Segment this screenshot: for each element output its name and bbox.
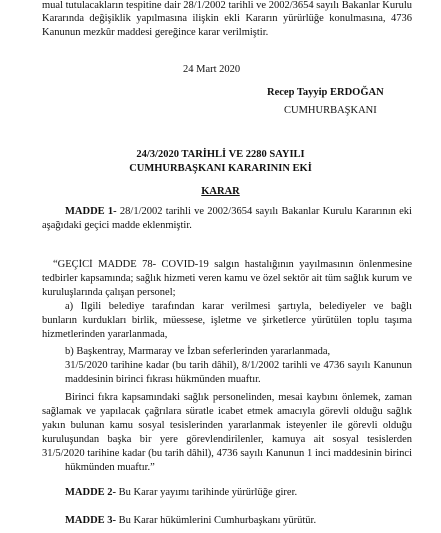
preamble-line: Kararında değişiklik yapılmasına ilişkin ekli Kararın yürürlüğe konulmasına, 4736 bbox=[42, 13, 412, 24]
signatory-title: CUMHURBAŞKANI bbox=[284, 105, 377, 116]
temporary-article-line: yakın bulunan kamu sosyal tesislerinden yararlanmak isteyenler ile görevli olduğu bbox=[42, 420, 412, 431]
article3-text: Bu Karar hükümlerini Cumhurbaşkanı yürütür. bbox=[116, 515, 317, 526]
decree-date: 24 Mart 2020 bbox=[183, 64, 241, 75]
temporary-article-line: sağlamak ve yapılacak çağrılara süratle icabet etmek amacıyla görevli olduğu sağlık bbox=[42, 406, 412, 417]
article1-label: MADDE 1- bbox=[65, 206, 117, 217]
article1-first-line bbox=[65, 206, 412, 218]
temporary-article-line: b) Başkentray, Marmaray ve İzban seferlerinden yararlanmada, bbox=[65, 346, 331, 357]
temporary-article-line: tedbirler kapsamında; sağlık hizmeti veren kamu ve özel sektör ait tüm sağlık kurum ve bbox=[42, 273, 412, 284]
signatory-given-names: Recep Tayyip bbox=[267, 87, 331, 98]
temporary-article-line: 31/5/2020 tarihine kadar (bu tarih dâhil), 4736 sayılı Kanunun 1 inci maddesinin birinci bbox=[42, 448, 412, 459]
article3 bbox=[65, 515, 316, 527]
decision-title-line: 24/3/2020 TARİHLİ VE 2280 SAYILI bbox=[136, 149, 305, 160]
signatory-surname: ERDOĞAN bbox=[330, 87, 384, 98]
karar-heading: KARAR bbox=[201, 186, 240, 197]
temporary-article-line: bunların kurdukları birlik, müessese, işletme ve şirketlerce yürütülen toplu taşıma bbox=[42, 315, 412, 326]
article2-text: Bu Karar yayımı tarihinde yürürlüğe girer. bbox=[116, 487, 298, 498]
temporary-article-line: hükmünden muaftır.” bbox=[65, 462, 155, 473]
preamble-line: mual tutulacakların tespitine dair 28/1/2002 tarihli ve 2002/3654 sayılı Bakanlar Kurulu bbox=[42, 0, 412, 11]
temporary-article-line: hizmetlerinden yararlanmada, bbox=[42, 329, 168, 340]
article3-label: MADDE 3- bbox=[65, 515, 117, 526]
temporary-article-line: maddesinin birinci fıkrası hükmünden muaftır. bbox=[65, 374, 261, 385]
temporary-article-line: kuruluşundan başka bir yere görevlendirilenler, kamuya ait sosyal tesislerden bbox=[42, 434, 412, 445]
temporary-article-line: Birinci fıkra kapsamındaki sağlık personelinden, mesai kaybını önlemek, zaman bbox=[65, 392, 412, 403]
signatory-name bbox=[267, 87, 384, 99]
preamble-line: Kanunun mezkûr maddesi gereğince karar verilmiştir. bbox=[42, 27, 269, 38]
temporary-article-line: 31/5/2020 tarihine kadar (bu tarih dâhil), 8/1/2002 tarihli ve 4736 sayılı Kanunun bbox=[65, 360, 412, 371]
decision-title-line: CUMHURBAŞKANI KARARININ EKİ bbox=[129, 163, 312, 174]
temporary-article-line: a) İlgili belediye tarafından karar verilmesi şartıyla, belediyeler ve bağlı bbox=[65, 301, 412, 312]
article1-line: aşağıdaki geçici madde eklenmiştir. bbox=[42, 220, 192, 231]
article2-label: MADDE 2- bbox=[65, 487, 117, 498]
temporary-article-line: kuruluşlarında çalışan personel; bbox=[42, 287, 176, 298]
temporary-article-line: “GEÇİCİ MADDE 78- COVID-19 salgın hastalığının yayılmasının önlenmesine bbox=[53, 259, 412, 270]
article1-text: 28/1/2002 tarihli ve 2002/3654 sayılı Bakanlar Kurulu Kararının eki bbox=[119, 206, 412, 217]
article2 bbox=[65, 487, 297, 499]
